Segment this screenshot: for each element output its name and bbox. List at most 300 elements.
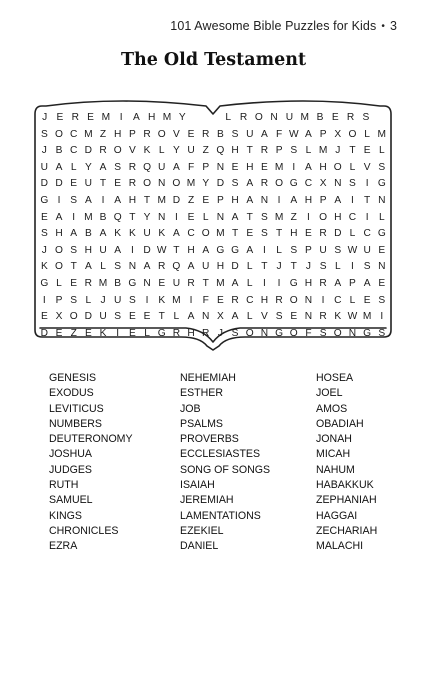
grid-letter: L (305, 145, 312, 157)
grid-letter: N (158, 211, 166, 223)
grid-letter: M (300, 112, 309, 123)
grid-letter: O (113, 145, 122, 157)
grid-letter: T (143, 194, 151, 206)
grid-letter: P (319, 194, 327, 206)
grid-letter: U (202, 261, 210, 273)
grid-letter: J (42, 112, 48, 123)
grid-letter: R (143, 128, 151, 140)
grid-letter: O (157, 128, 166, 140)
word-list-item: GENESIS (49, 372, 97, 384)
grid-letter: O (289, 327, 298, 339)
grid-letter: F (275, 128, 283, 140)
grid-letter: L (225, 112, 232, 123)
grid-letter: T (202, 277, 209, 289)
grid-letter: A (246, 244, 254, 256)
grid-letter: L (100, 261, 106, 273)
grid-letter: O (55, 128, 63, 140)
grid-letter: U (99, 244, 107, 256)
word-search-grid (37, 110, 389, 342)
word-list-item: RUTH (49, 479, 79, 492)
grid-letter: E (261, 161, 268, 173)
grid-letter: N (304, 311, 313, 323)
grid-letter: I (292, 161, 296, 173)
grid-letter: N (270, 112, 278, 123)
grid-letter: A (84, 194, 92, 206)
grid-letter: X (217, 311, 224, 323)
word-list-item: NAHUM (316, 463, 355, 476)
grid-letter: L (246, 261, 253, 273)
grid-letter: F (187, 161, 195, 173)
word-list-item: MICAH (316, 448, 351, 461)
word-list-item: LAMENTATIONS (180, 509, 261, 522)
grid-letter: R (239, 112, 248, 123)
word-list-item: PROVERBS (180, 433, 239, 446)
grid-letter: L (334, 261, 341, 273)
grid-letter: A (114, 194, 122, 206)
grid-letter: D (231, 261, 239, 273)
grid-letter: G (231, 244, 240, 256)
word-list-item: ECCLESIASTES (180, 448, 261, 461)
grid-letter: M (216, 228, 225, 240)
grid-letter: R (187, 277, 195, 289)
grid-letter: E (290, 311, 298, 323)
grid-letter: G (40, 277, 49, 289)
grid-letter: E (305, 228, 312, 240)
grid-letter: I (101, 194, 105, 206)
grid-letter: U (99, 311, 107, 323)
grid-letter: U (84, 178, 93, 190)
grid-letter: P (55, 294, 63, 306)
grid-letter: J (335, 145, 341, 157)
grid-letter: T (364, 194, 371, 206)
grid-letter: E (128, 311, 136, 323)
grid-letter: T (275, 228, 283, 240)
grid-letter: A (172, 161, 180, 173)
grid-letter: Y (202, 178, 210, 190)
grid-letter (190, 110, 205, 127)
grid-letter: M (84, 128, 93, 140)
grid-letter: M (216, 277, 225, 289)
grid-letter: U (246, 128, 254, 140)
grid-letter: Z (202, 145, 209, 157)
grid-letter: T (349, 145, 356, 157)
grid-letter: E (363, 294, 371, 306)
grid-letter: J (305, 261, 311, 273)
grid-letter: E (187, 128, 195, 140)
grid-letter: T (290, 261, 297, 273)
grid-letter: N (216, 211, 225, 223)
grid-row (37, 110, 389, 127)
grid-letter: P (349, 277, 356, 289)
grid-letter: M (172, 294, 181, 306)
grid-letter: G (377, 178, 386, 190)
grid-letter: U (363, 244, 371, 256)
grid-letter: X (319, 178, 327, 190)
grid-letter: S (378, 327, 386, 339)
grid-letter: V (261, 311, 268, 323)
grid-letter: R (202, 327, 210, 339)
grid-letter: A (231, 311, 239, 323)
word-list-item: PSALMS (180, 417, 223, 430)
grid-letter: W (347, 311, 358, 323)
grid-row (37, 127, 389, 144)
grid-letter: H (304, 194, 313, 206)
grid-letter: A (363, 277, 371, 289)
grid-letter: S (70, 194, 78, 206)
grid-letter: S (70, 244, 78, 256)
grid-letter: I (262, 244, 266, 256)
grid-row (37, 210, 389, 227)
grid-letter: U (285, 112, 294, 123)
grid-letter: D (40, 327, 49, 339)
grid-letter: M (186, 178, 196, 190)
grid-letter: T (158, 311, 165, 323)
grid-letter: K (40, 261, 48, 273)
grid-letter: W (347, 244, 358, 256)
grid-letter: L (349, 161, 356, 173)
grid-letter: C (246, 294, 254, 306)
grid-letter: E (202, 194, 210, 206)
grid-letter: K (114, 228, 122, 240)
grid-letter: T (246, 211, 253, 223)
grid-letter: P (319, 128, 327, 140)
grid-letter: N (378, 194, 386, 206)
grid-letter: S (114, 311, 122, 323)
grid-letter: Y (143, 211, 151, 223)
grid-letter: M (162, 112, 172, 123)
grid-letter: I (57, 194, 61, 206)
grid-letter: R (275, 294, 283, 306)
grid-letter: S (114, 161, 122, 173)
grid-letter: K (99, 327, 107, 339)
grid-letter: I (119, 112, 123, 123)
grid-letter: U (187, 145, 195, 157)
grid-letter: L (144, 327, 150, 339)
grid-letter: Z (187, 194, 195, 206)
grid-letter: A (334, 194, 342, 206)
grid-letter: E (231, 161, 239, 173)
grid-letter: A (133, 112, 140, 123)
grid-letter: D (216, 178, 225, 190)
grid-letter: E (55, 327, 63, 339)
grid-letter: B (99, 211, 107, 223)
page-title: The Old Testament (120, 50, 307, 70)
grid-letter: L (56, 277, 62, 289)
grid-letter: C (363, 228, 371, 240)
grid-letter: K (128, 228, 136, 240)
grid-letter: I (174, 211, 178, 223)
word-list-item: ZECHARIAH (316, 524, 378, 537)
grid-letter: R (158, 261, 166, 273)
grid-row (37, 193, 389, 210)
grid-letter: R (346, 112, 355, 123)
grid-row (37, 309, 389, 326)
grid-letter: N (158, 178, 166, 190)
grid-letter: K (334, 311, 342, 323)
grid-letter: I (380, 311, 384, 323)
grid-letter: R (71, 112, 79, 123)
grid-letter: E (331, 112, 339, 123)
grid-letter: A (55, 211, 63, 223)
grid-letter: P (128, 128, 136, 140)
grid-letter: A (187, 311, 195, 323)
grid-letter: H (128, 194, 137, 206)
grid-letter: N (143, 277, 151, 289)
grid-letter: O (201, 228, 210, 240)
grid-letter: N (304, 294, 313, 306)
grid-letter: N (334, 178, 342, 190)
grid-letter: R (84, 277, 93, 289)
grid-row (37, 226, 389, 243)
grid-letter: R (319, 228, 327, 240)
grid-letter: R (260, 178, 269, 190)
grid-letter: J (41, 244, 47, 256)
grid-letter: E (70, 178, 78, 190)
grid-letter: O (69, 311, 78, 323)
grid-letter: D (172, 194, 181, 206)
grid-row (37, 243, 389, 260)
grid-letter: W (288, 128, 299, 140)
grid-letter: L (276, 244, 282, 256)
grid-letter: O (143, 178, 151, 190)
word-list-column-3 (316, 371, 377, 555)
grid-letter: U (172, 277, 181, 289)
grid-letter: L (246, 311, 253, 323)
grid-letter: G (289, 178, 298, 190)
word-list-item: EXODUS (49, 387, 94, 400)
grid-letter: H (290, 228, 298, 240)
grid-letter: P (275, 145, 283, 157)
grid-letter: L (202, 211, 209, 223)
grid-letter: H (84, 244, 93, 256)
grid-letter: V (363, 161, 371, 173)
grid-letter: O (245, 327, 254, 339)
grid-letter: Y (84, 161, 92, 173)
grid-letter: I (72, 211, 76, 223)
grid-letter: H (304, 277, 313, 289)
grid-letter: T (173, 244, 180, 256)
grid-letter: N (378, 261, 386, 273)
grid-letter: A (231, 211, 239, 223)
grid-letter: S (261, 228, 268, 240)
word-list-item: HAGGAI (316, 509, 358, 522)
grid-letter: Z (290, 211, 297, 223)
grid-letter (205, 110, 220, 127)
page-number: 3 (389, 19, 397, 33)
grid-letter: S (40, 128, 48, 140)
grid-letter: H (114, 128, 122, 140)
grid-letter: K (158, 294, 166, 306)
grid-letter: I (321, 294, 325, 306)
grid-letter: D (84, 311, 93, 323)
word-list-item: LEVITICUS (49, 402, 104, 415)
grid-letter: O (254, 112, 263, 123)
grid-letter: S (362, 112, 370, 123)
grid-letter: A (114, 244, 122, 256)
grid-letter: H (231, 194, 239, 206)
grid-letter: S (378, 294, 386, 306)
grid-letter: R (99, 145, 107, 157)
grid-letter: A (246, 194, 254, 206)
grid-letter: H (334, 211, 342, 223)
word-list-item: JOB (180, 402, 201, 415)
grid-row (37, 160, 389, 177)
grid-letter: L (349, 228, 356, 240)
grid-letter: S (40, 228, 48, 240)
grid-letter: M (84, 211, 93, 223)
grid-letter: I (145, 294, 149, 306)
word-list-column-2 (180, 371, 270, 555)
grid-letter: S (349, 178, 356, 190)
grid-letter: L (364, 128, 370, 140)
grid-letter: A (246, 178, 254, 190)
grid-letter: D (84, 145, 93, 157)
grid-letter: D (40, 178, 49, 190)
grid-row (37, 259, 389, 276)
grid-letter: Z (70, 327, 77, 339)
grid-letter: P (305, 244, 312, 256)
grid-letter: C (348, 211, 357, 223)
grid-letter: G (40, 194, 49, 206)
grid-letter: I (365, 178, 369, 190)
grid-letter: S (231, 327, 239, 339)
grid-letter: L (85, 294, 92, 306)
grid-letter: A (305, 128, 312, 140)
grid-letter: M (98, 277, 108, 289)
grid-letter: R (260, 145, 269, 157)
word-list-item: JOEL (316, 387, 343, 400)
grid-letter: X (334, 128, 342, 140)
grid-letter: A (305, 161, 312, 173)
word-list-item: OBADIAH (316, 417, 364, 430)
grid-letter: I (116, 327, 120, 339)
grid-letter: N (260, 194, 269, 206)
grid-letter: I (365, 211, 369, 223)
grid-letter: D (55, 178, 63, 190)
word-list-item: KINGS (49, 509, 82, 522)
grid-letter: I (351, 194, 354, 206)
grid-row (37, 143, 389, 160)
grid-letter: E (217, 294, 224, 306)
grid-letter: H (216, 261, 225, 273)
grid-letter: R (231, 294, 239, 306)
grid-letter: G (363, 327, 372, 339)
grid-letter: G (377, 228, 386, 240)
grid-letter: S (70, 294, 78, 306)
grid-letter: S (319, 327, 327, 339)
grid-letter: Y (172, 145, 180, 157)
grid-letter: I (189, 294, 193, 306)
grid-letter: C (334, 294, 342, 306)
grid-letter: H (231, 145, 239, 157)
grid-letter (374, 110, 389, 127)
word-list-item: JOSHUA (49, 448, 92, 461)
grid-letter: S (290, 145, 298, 157)
grid-letter: A (261, 128, 268, 140)
grid-letter: A (290, 194, 298, 206)
grid-letter: T (70, 261, 77, 273)
grid-letter: A (55, 161, 63, 173)
grid-letter: S (231, 128, 239, 140)
grid-letter: D (143, 244, 151, 256)
grid-letter: I (42, 294, 46, 306)
word-list-item: MALACHI (316, 540, 364, 553)
grid-letter: I (351, 261, 354, 273)
grid-letter: S (363, 261, 371, 273)
grid-letter: E (246, 228, 254, 240)
grid-letter: B (84, 228, 92, 240)
grid-letter: J (276, 261, 282, 273)
grid-letter: J (100, 294, 106, 306)
grid-letter: C (70, 128, 78, 140)
grid-row (37, 276, 389, 293)
grid-letter: F (305, 327, 312, 339)
grid-letter: R (128, 178, 137, 190)
grid-row (37, 326, 389, 343)
grid-letter: X (55, 311, 63, 323)
grid-letter: M (274, 161, 284, 173)
grid-letter: U (319, 244, 327, 256)
grid-letter: M (362, 311, 372, 323)
grid-letter: I (277, 277, 281, 289)
grid-letter: C (187, 228, 195, 240)
word-list-item: SONG OF SONGS (180, 463, 271, 476)
grid-letter: Q (172, 261, 181, 273)
grid-letter: K (158, 228, 166, 240)
grid-letter: S (378, 161, 386, 173)
grid-letter: F (202, 294, 209, 306)
grid-letter: B (55, 145, 63, 157)
grid-letter: R (319, 277, 327, 289)
word-list-item: ZEPHANIAH (316, 494, 377, 507)
word-list-column-1 (49, 371, 133, 555)
grid-letter: A (143, 261, 151, 273)
grid-letter: H (319, 161, 327, 173)
grid-letter: O (333, 161, 342, 173)
grid-letter: E (143, 311, 151, 323)
word-list-item: JONAH (316, 433, 352, 446)
grid-letter: I (130, 244, 134, 256)
grid-letter: E (87, 112, 94, 123)
grid-letter: P (217, 194, 224, 206)
grid-letter: L (173, 311, 180, 323)
grid-letter: O (348, 128, 357, 140)
grid-letter: O (172, 178, 181, 190)
grid-letter: L (70, 161, 77, 173)
grid-letter: A (187, 261, 195, 273)
word-list-item: EZEKIEL (180, 524, 224, 537)
grid-letter: N (216, 161, 225, 173)
grid-letter: Q (216, 145, 225, 157)
grid-letter: D (334, 228, 342, 240)
grid-letter: Q (113, 211, 122, 223)
grid-letter: N (202, 311, 210, 323)
grid-letter: U (158, 161, 166, 173)
grid-letter: B (217, 128, 224, 140)
grid-letter: L (378, 211, 385, 223)
grid-letter: V (172, 128, 180, 140)
grid-letter: E (187, 211, 195, 223)
grid-letter: G (157, 327, 166, 339)
grid-letter: A (334, 277, 342, 289)
grid-letter: G (275, 327, 284, 339)
grid-letter: E (378, 277, 386, 289)
grid-letter: B (316, 112, 324, 123)
grid-letter: S (128, 294, 136, 306)
grid-letter: U (40, 161, 49, 173)
grid-letter: I (262, 277, 266, 289)
grid-letter: C (70, 145, 78, 157)
